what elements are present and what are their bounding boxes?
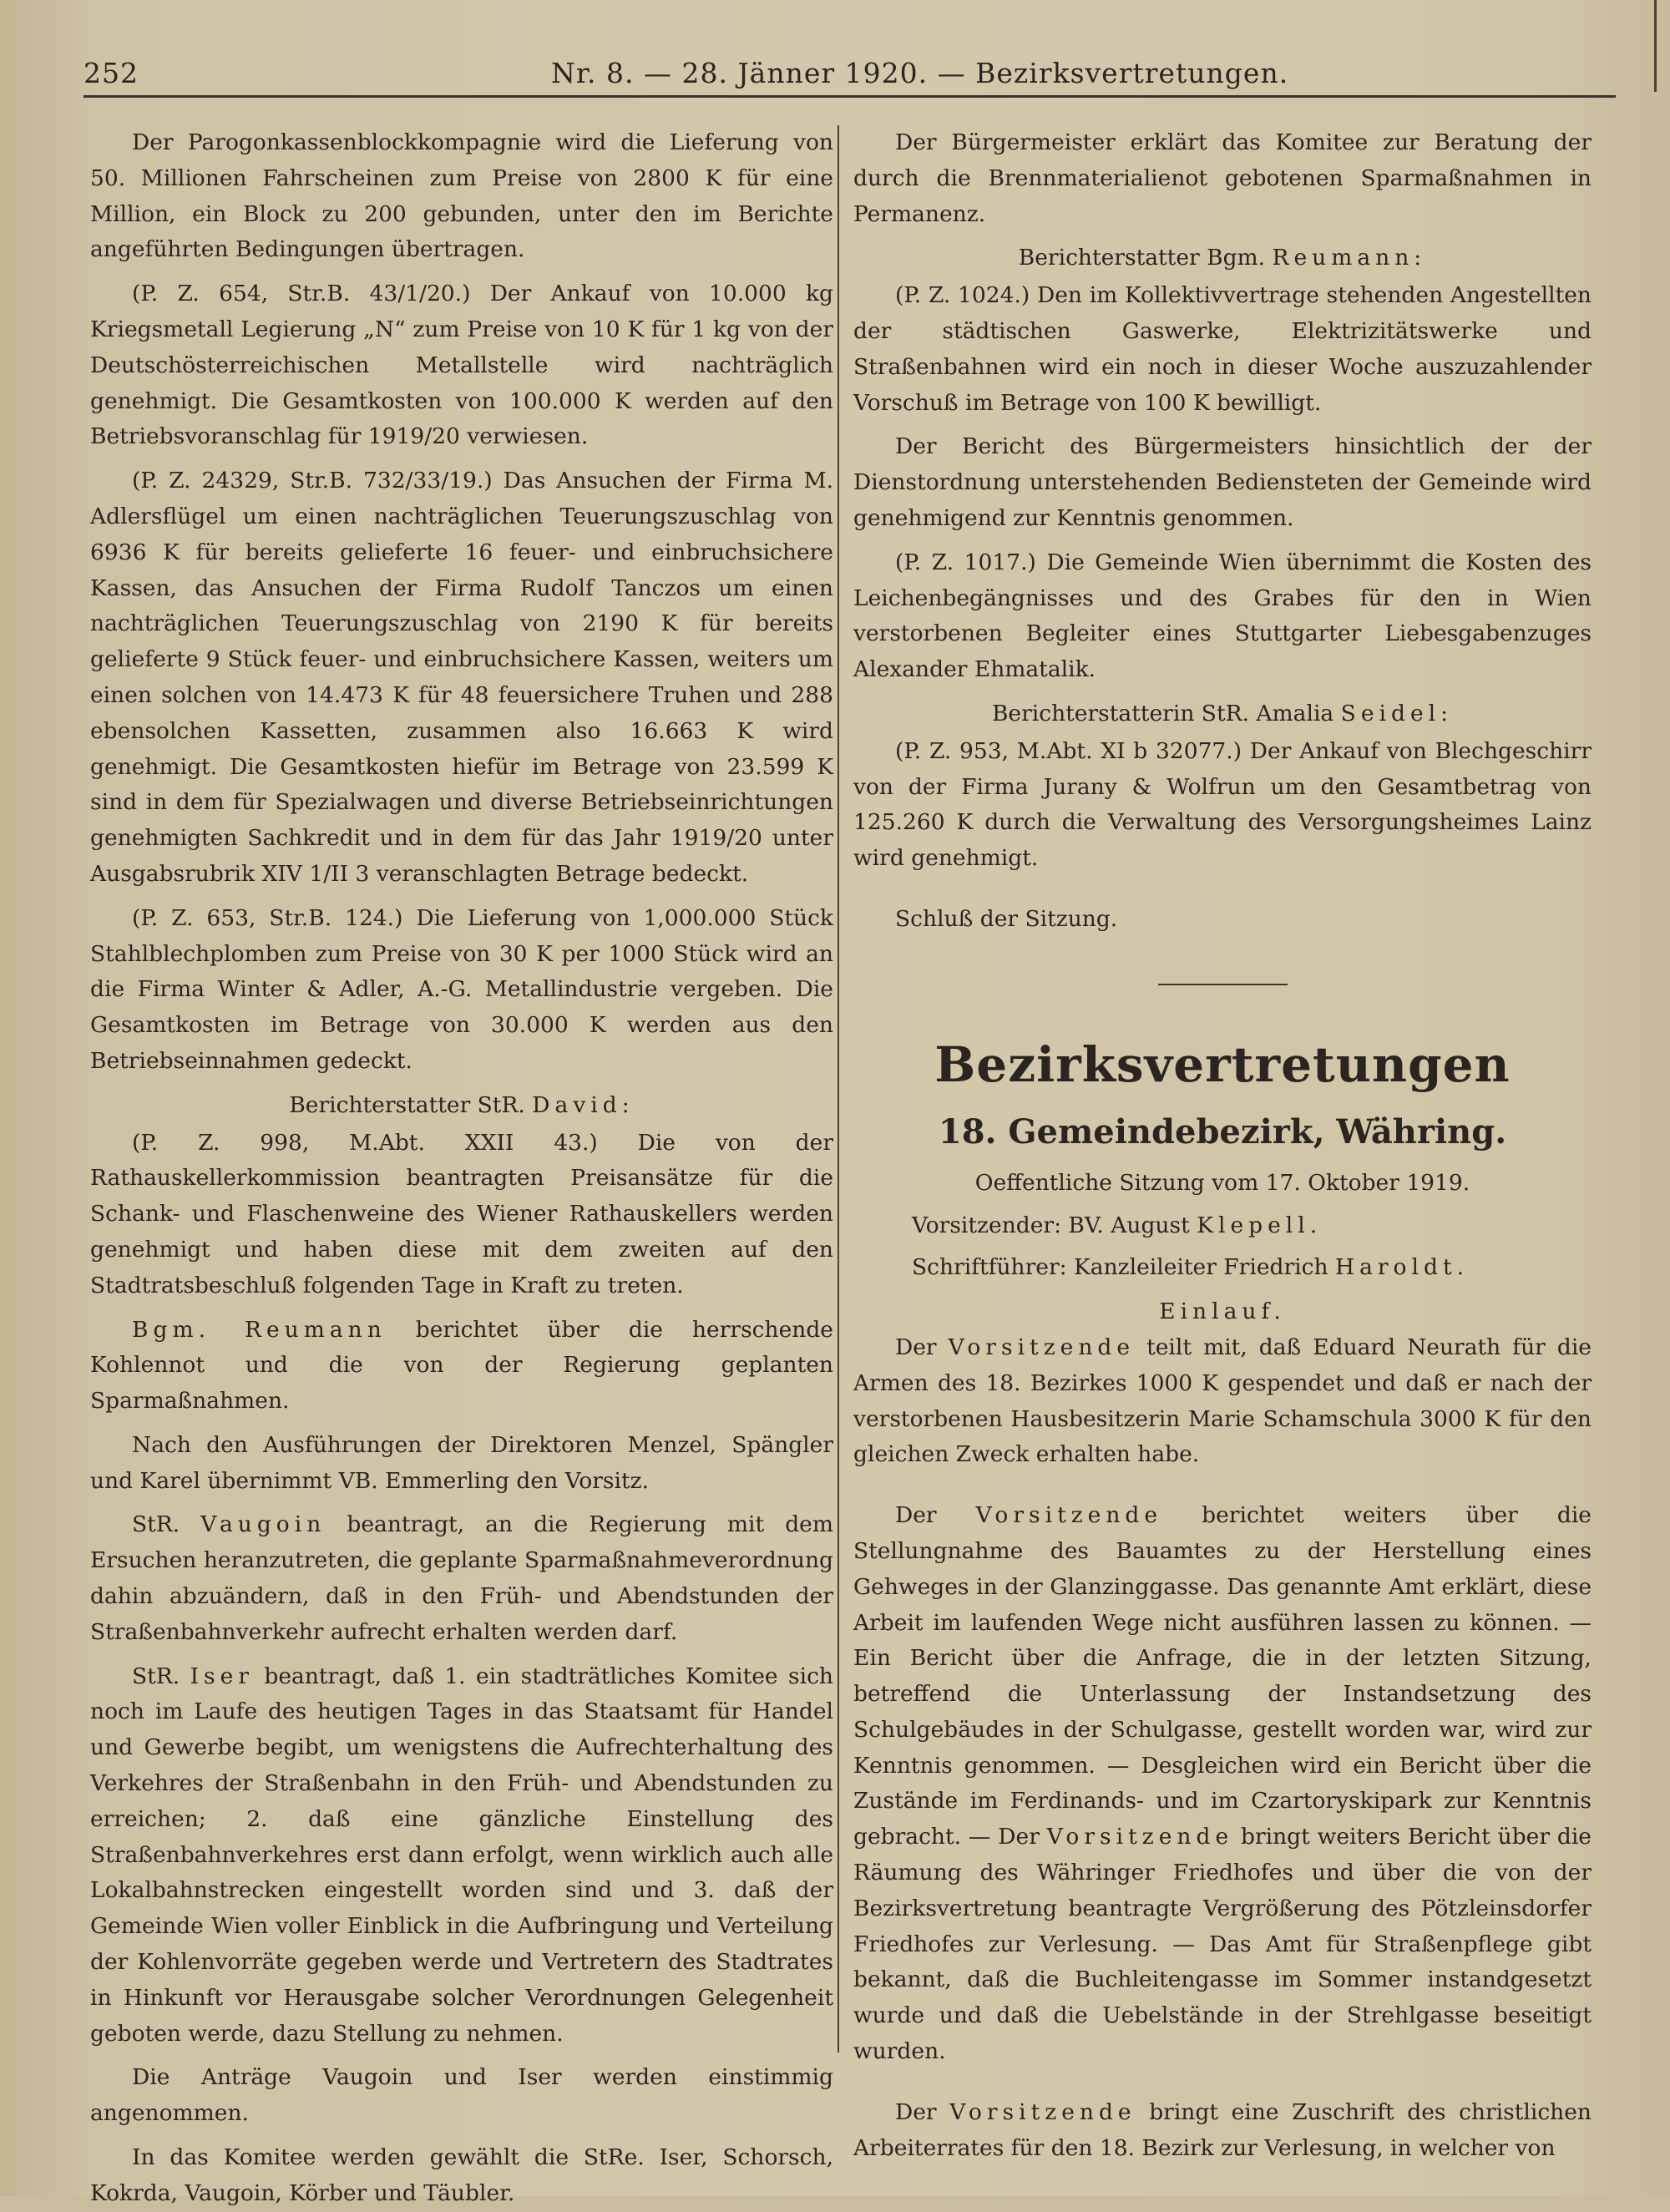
paragraph: Der Vorsitzende berichtet weiters über die Stellungnahme des Bauamtes zu der Herstellung eines Gehweges in der Glanzinggasse. Das genannte Amt erklärt, diese Arbeit im laufenden Wege nicht ausführen lassen zu können. — Ein Bericht über die Anfrage, die in der letzten Sitzung, betreffend die Unterlassung der Instandsetzung des Schulgebäudes in der Schulgasse, gestellt worden war, wird zur Kenntnis genommen. — Desgleichen wird ein Bericht über die Zustände im Ferdinands- und im Czartoryskipark zur Kenntnis gebracht. — Der Vorsitzende bringt weiters Bericht über die Räumung des Währinger Friedhofes und über die von der Bezirksvertretung beantragte Vergrößerung des Pötzleinsdorfer Friedhofes zur Verlesung. — Das Amt für Straßenpflege gibt bekannt, daß die Buchleitengasse im Sommer instandgesetzt wurde und daß die Uebelstände in der Strehlgasse beseitigt wurden. xyxy=(853,1502,1592,2065)
paragraph: StR. Iser beantragt, daß 1. ein stadträtliches Komitee sich noch im Laufe des heutigen Tages in das Staatsamt für Handel und Gewerbe begibt, um wenigstens die Aufrechterhaltung des Verkehres der Straßenbahn in den Früh- und Abendstunden zu erreichen; 2. daß eine gänzliche Einstellung des Straßenbahnverkehres erst dann erfolgt, wenn wirklich auch alle Lokalbahnstrecken eingestellt worden sind und 3. daß der Gemeinde Wien voller Einblick in die Aufbringung und Verteilung der Kohlenvorräte gegeben werde und Vertretern des Stadtrates in Hinkunft vor Herausgabe solcher Verordnungen Gelegenheit geboten werde, dazu Stellung zu nehmen. xyxy=(90,1663,833,2047)
speaker-name: Iser xyxy=(190,1663,254,1689)
chair-name: Klepell. xyxy=(1197,1212,1323,1238)
rapporteur-name: Seidel: xyxy=(1340,700,1454,726)
rapporteur-label: Berichterstatter Bgm. xyxy=(1018,245,1266,271)
paragraph: (P. Z. 998, M.Abt. XXII 43.) Die von der Rathauskellerkommission beantragten Preisansätze für die Schank- und Flaschenweine des Wiener Rathauskellers werden genehmigt und haben diese mit dem zweiten auf den Stadtratsbeschluß folgenden Tage in Kraft zu treten. xyxy=(90,1129,833,1298)
paragraph: In das Komitee werden gewählt die StRe. Iser, Schorsch, Kokrda, Vaugoin, Körber und Täubler. xyxy=(90,2144,833,2206)
paragraph: (P. Z. 653, Str.B. 124.) Die Lieferung von 1,000.000 Stück Stahlblechplomben zum Preise von 30 K per 1000 Stück wird an die Firma Winter & Adler, A.-G. Metallindustrie vergeben. Die Gesamtkosten im Betrage von 30.000 K werden aus den Betriebseinnahmen gedeckt. xyxy=(90,904,833,1074)
paragraph: StR. Vaugoin beantragt, an die Regierung mit dem Ersuchen heranzutreten, die geplante Sparmaßnahmeverordnung dahin abzuändern, daß in den Früh- und Abendstunden der Straßenbahnverkehr aufrecht erhalten werden darf. xyxy=(90,1511,833,1645)
rapporteur-name: Reumann: xyxy=(1272,245,1427,271)
rapporteur-line xyxy=(90,1088,833,1124)
running-head: Nr. 8. — 28. Jänner 1920. — Bezirksvertretungen. xyxy=(551,57,1289,89)
speaker-name: Vorsitzende xyxy=(949,2098,1136,2125)
meeting-line: Oeffentliche Sitzung vom 17. Oktober 1919. xyxy=(974,1169,1470,1196)
rapporteur-label: Berichterstatterin StR. Amalia xyxy=(991,700,1334,726)
einlauf-heading: Einlauf. xyxy=(1159,1298,1286,1325)
paragraph: Die Anträge Vaugoin und Iser werden einstimmig angenommen. xyxy=(90,2064,833,2127)
header-rule xyxy=(84,95,1616,98)
paragraph: (P. Z. 1024.) Den im Kollektivvertrage stehenden Angestellten der städtischen Gaswerke, Elektrizitätswerke und Straßenbahnen wird ein noch in dieser Woche auszuzahlender Vorschuß im Betrage von 100 K bewilligt. xyxy=(853,282,1592,416)
paragraph: (P. Z. 24329, Str.B. 732/33/19.) Das Ansuchen der Firma M. Adlersflügel um einen nachträglichen Teuerungszuschlag von 6936 K für bereits gelieferte 16 feuer- und einbruchsichere Kassen, das Ansuchen der Firma Rudolf Tanczos um einen nachträglichen Teuerungszuschlag von 2190 K für bereits gelieferte 9 Stück feuer- und einbruchsichere Kassen, weiters um einen solchen von 14.473 K für 48 feuersichere Truhen und 288 ebensolchen Kassetten, zusammen also 16.663 K wird genehmigt. Die Gesamtkosten hiefür im Betrage von 23.599 K sind in dem für Spezialwagen und diverse Betriebseinrichtungen genehmigten Sachkredit und in dem für das Jahr 1919/20 unter Ausgabsrubrik XIV 1/II 3 veranschlagten Betrage bedeckt. xyxy=(90,468,833,887)
speaker-name: Vorsitzende xyxy=(1046,1824,1234,1850)
speaker-name: Vaugoin xyxy=(200,1511,326,1538)
section-title: Bezirksvertretungen xyxy=(934,1035,1511,1093)
paragraph: (P. Z. 1017.) Die Gemeinde Wien übernimmt die Kosten des Leichenbegängnisses und des Grabes für den in Wien verstorbenen Begleiter eines Stuttgarter Liebesgabenzuges Alexander Ehmatalik. xyxy=(853,549,1592,683)
paragraph: Der Bericht des Bürgermeisters hinsichtlich der der Dienstordnung unterstehenden Bediensteten der Gemeinde wird genehmigend zur Kenntnis genommen. xyxy=(853,433,1592,531)
chair-line: Vorsitzender: BV. August Klepell. xyxy=(912,1212,1323,1238)
rapporteur-name: David: xyxy=(532,1091,635,1118)
paragraph: Der Bürgermeister erklärt das Komitee zur Beratung der durch die Brennmaterialienot gebotenen Sparmaßnahmen in Permanenz. xyxy=(853,129,1592,227)
paragraph: (P. Z. 654, Str.B. 43/1/20.) Der Ankauf von 10.000 kg Kriegsmetall Legierung „N“ zum Preise von 10 K für 1 kg von der Deutschösterreichischen Metallstelle wird nachträglich genehmigt. Die Gesamtkosten von 100.000 K werden auf den Betriebsvoranschlag für 1919/20 verwiesen. xyxy=(90,281,833,450)
speaker-name: Vorsitzende xyxy=(948,1334,1136,1360)
rapporteur-label: Berichterstatter StR. xyxy=(289,1091,525,1118)
secretary-line: Schriftführer: Kanzleileiter Friedrich Haroldt. xyxy=(912,1254,1470,1281)
paragraph: Nach den Ausführungen der Direktoren Menzel, Spängler und Karel übernimmt VB. Emmerling den Vorsitz. xyxy=(90,1431,833,1494)
speaker-name: Bgm. Reumann xyxy=(132,1316,387,1343)
rapporteur-line xyxy=(853,696,1592,732)
paragraph: (P. Z. 953, M.Abt. XI b 32077.) Der Ankauf von Blechgeschirr von der Firma Jurany & Wolfrun um den Gesamtbetrag von 125.260 K durch die Verwaltung des Versorgungsheimes Lainz wird genehmigt. xyxy=(853,737,1592,872)
rapporteur-line xyxy=(853,240,1592,276)
district-title: 18. Gemeindebezirk, Währing. xyxy=(938,1111,1507,1152)
secretary-name: Haroldt. xyxy=(1334,1254,1470,1281)
speaker-name: Vorsitzende xyxy=(975,1502,1163,1529)
column-divider xyxy=(838,125,839,2053)
paragraph: Der Vorsitzende teilt mit, daß Eduard Neurath für die Armen des 18. Bezirkes 1000 K gespendet und daß er nach der verstorbenen Hausbesitzerin Marie Schamschula 3000 K für den gleichen Zweck erhalten habe. xyxy=(853,1334,1592,1468)
section-rule xyxy=(1158,984,1288,985)
page-number: 252 xyxy=(84,57,139,89)
page-edge-shadow xyxy=(1654,0,1657,92)
closing-line: Schluß der Sitzung. xyxy=(895,905,1118,932)
paragraph: Der Vorsitzende bringt eine Zuschrift des christlichen Arbeiterrates für den 18. Bezirk zur Verlesung, in welcher von xyxy=(853,2098,1592,2161)
paragraph: Bgm. Reumann berichtet über die herrschende Kohlennot und die von der Regierung geplanten Sparmaßnahmen. xyxy=(90,1316,833,1415)
right-column xyxy=(853,125,1592,2166)
page-header xyxy=(84,50,1637,104)
paragraph: Der Parogonkassenblockkompagnie wird die Lieferung von 50. Millionen Fahrscheinen zum Preise von 2800 K für eine Million, ein Block zu 200 gebunden, unter den im Berichte angeführten Bedingungen übertragen. xyxy=(90,129,833,263)
left-column xyxy=(90,125,833,2212)
